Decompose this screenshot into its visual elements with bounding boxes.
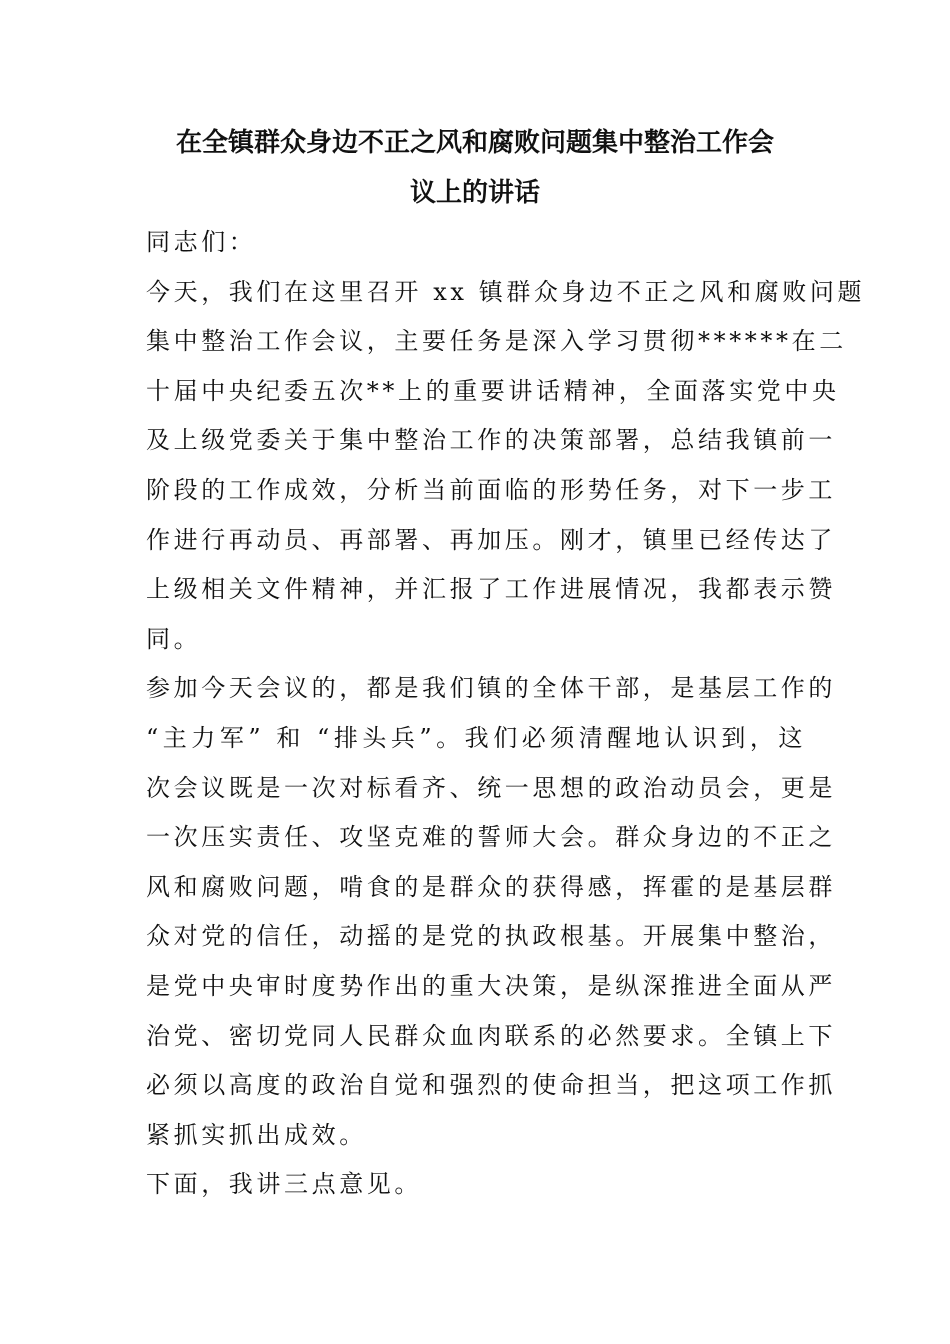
salutation: 同志们： xyxy=(146,228,257,256)
paragraph-1 xyxy=(146,268,866,665)
paragraph-line: 治党、密切党同人民群众血肉联系的必然要求。全镇上下 xyxy=(146,1021,836,1050)
paragraph-line: 及上级党委关于集中整治工作的决策部署，总结我镇前一 xyxy=(146,426,836,455)
title-line-1: 在全镇群众身边不正之风和腐败问题集中整治工作会 xyxy=(175,128,774,158)
paragraph-3 xyxy=(146,1160,806,1210)
paragraph-line: 一次压实责任、攻坚克难的誓师大会。群众身边的不正之 xyxy=(146,823,836,852)
paragraph-line: 十届中央纪委五次**上的重要讲话精神，全面落实党中央 xyxy=(146,376,840,405)
document-body xyxy=(146,218,866,1210)
paragraph-line: 风和腐败问题，啃食的是群众的获得感，挥霍的是基层群 xyxy=(146,872,836,901)
paragraph-line: 下面，我讲三点意见。 xyxy=(146,1170,422,1199)
paragraph-line: 同。 xyxy=(146,624,202,653)
paragraph-2 xyxy=(146,664,836,1160)
paragraph-line: 参加今天会议的，都是我们镇的全体干部，是基层工作的 xyxy=(146,674,836,703)
paragraph-line: 作进行再动员、再部署、再加压。刚才，镇里已经传达了 xyxy=(146,525,836,554)
paragraph-line: 紧抓实抓出成效。 xyxy=(146,1120,367,1149)
paragraph-line: 阶段的工作成效，分析当前面临的形势任务，对下一步工 xyxy=(146,475,836,504)
paragraph-line: 众对党的信任，动摇的是党的执政根基。开展集中整治， xyxy=(146,922,836,951)
paragraph-line: 是党中央审时度势作出的重大决策，是纵深推进全面从严 xyxy=(146,971,836,1000)
paragraph-line: 必须以高度的政治自觉和强烈的使命担当，把这项工作抓 xyxy=(146,1071,836,1100)
title-line-2: 议上的讲话 xyxy=(409,178,540,208)
paragraph-line: 今天，我们在这里召开 xx 镇群众身边不正之风和腐败问题 xyxy=(146,277,866,306)
paragraph-line: “主力军” 和 “排头兵”。我们必须清醒地认识到，这 xyxy=(146,723,806,752)
document-title xyxy=(145,118,805,218)
paragraph-line: 集中整治工作会议，主要任务是深入学习贯彻******在二 xyxy=(146,327,847,356)
paragraph-line: 上级相关文件精神，并汇报了工作进展情况，我都表示赞 xyxy=(146,575,836,604)
paragraph-line: 次会议既是一次对标看齐、统一思想的政治动员会，更是 xyxy=(146,773,836,802)
